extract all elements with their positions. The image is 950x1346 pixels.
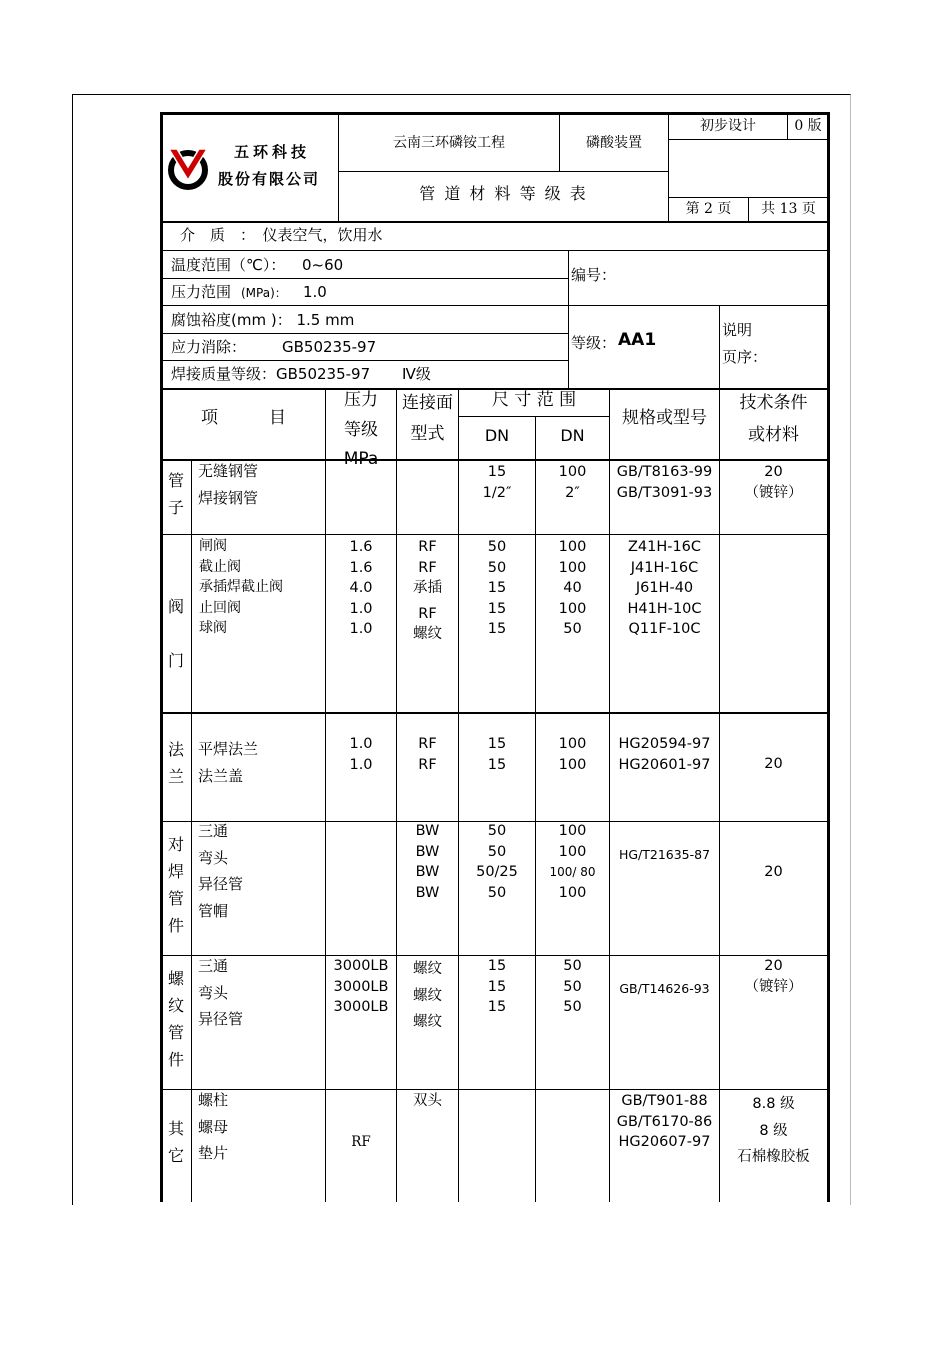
project-name: 云南三环磷铵工程 <box>393 135 505 151</box>
weld-quality-label: 焊接质量等级：GB50235-97 <box>171 365 371 383</box>
design-stage: 初步设计 <box>700 118 756 134</box>
pressure-value: 3000LB <box>333 958 389 974</box>
weld-quality-grade: Ⅳ级 <box>402 365 431 383</box>
category-char: 子 <box>167 498 184 517</box>
item-name: 弯头 <box>198 848 229 867</box>
pressure-value: 1.0 <box>349 736 373 752</box>
pressure-value: 1.0 <box>349 600 373 617</box>
dn-from: 15 <box>487 600 507 617</box>
header-dn-from: DN <box>484 426 510 445</box>
header-spec: 规格或型号 <box>622 408 707 428</box>
dn-from: 15 <box>487 580 507 596</box>
dn-to: 100 <box>558 736 587 752</box>
item-name: 止回阀 <box>199 599 241 616</box>
spec: HG20601-97 <box>618 756 711 773</box>
category-char: 管 <box>167 1023 184 1042</box>
spec: GB/T6170-86 <box>616 1113 713 1130</box>
header-dn-to: DN <box>560 426 585 445</box>
company-logo <box>166 146 210 190</box>
header-tech-2: 或材料 <box>748 425 799 445</box>
pressure-value: 1.0 <box>349 756 373 773</box>
dn-to: 50 <box>563 999 582 1015</box>
dn-from: 15 <box>487 756 507 773</box>
dn-to: 100 <box>558 884 587 901</box>
connection-type: RF <box>418 605 437 622</box>
connection-type: 螺纹 <box>413 626 442 642</box>
category-char: 法 <box>167 740 184 759</box>
dn-from: 15 <box>487 621 507 637</box>
category-char: 其 <box>167 1119 184 1138</box>
category-char: 件 <box>167 916 184 935</box>
header-size-range: 尺 寸 范 围 <box>491 390 577 410</box>
connection-type: 双头 <box>413 1093 442 1109</box>
dn-to: 100/ 80 <box>549 865 596 879</box>
item-name: 异径管 <box>198 875 244 893</box>
connection-type: RF <box>418 539 437 555</box>
connection-type: BW <box>415 864 440 880</box>
pressure-value: 1.0 <box>349 621 373 637</box>
dn-from: 15 <box>487 958 507 974</box>
item-name: 闸阀 <box>199 538 227 554</box>
stress-relief-label: 应力消除： <box>171 338 247 356</box>
header-pressure-1: 压力 <box>344 390 378 410</box>
document-title: 管 道 材 料 等 级 表 <box>419 184 588 203</box>
material: （镀锌） <box>744 484 803 501</box>
dn-to: 100 <box>558 843 587 860</box>
header-item: 项 目 <box>201 408 286 428</box>
header-connection-1: 连接面 <box>402 393 453 413</box>
material: 20 <box>764 464 783 480</box>
version: 0 版 <box>794 118 822 134</box>
dn-from: 50 <box>487 559 507 576</box>
dn-from: 50 <box>487 884 507 901</box>
company-name-line1: 五环科技 <box>234 143 311 161</box>
item-name: 螺母 <box>198 1117 229 1136</box>
dn-from: 50/25 <box>476 864 518 880</box>
category-char: 对 <box>167 835 184 854</box>
dn-to: 2″ <box>565 484 580 501</box>
dn-to: 50 <box>563 621 582 637</box>
connection-type: 螺纹 <box>413 1014 442 1030</box>
item-name: 三通 <box>198 822 229 840</box>
dn-from: 15 <box>487 978 507 995</box>
material: 20 <box>764 864 783 880</box>
pressure-value: 1.6 <box>349 539 373 555</box>
header-pressure-2: 等级 <box>344 420 378 440</box>
dn-from: 15 <box>487 464 507 480</box>
material: 8.8 级 <box>752 1096 795 1112</box>
item-name: 螺柱 <box>198 1091 229 1109</box>
connection-type: 螺纹 <box>413 961 442 977</box>
header-connection-2: 型式 <box>410 424 445 444</box>
pressure-value: 3000LB <box>333 999 389 1015</box>
dn-from: 15 <box>487 999 507 1015</box>
note-label: 说明 <box>722 321 753 339</box>
page-order-label: 页序： <box>722 348 768 366</box>
material: （镀锌） <box>744 978 803 995</box>
dn-to: 100 <box>558 600 587 617</box>
spec: J41H-16C <box>630 559 699 576</box>
connection-type: 螺纹 <box>413 987 442 1004</box>
spec: J61H-40 <box>635 580 694 596</box>
item-name: 焊接钢管 <box>198 488 259 507</box>
grade-value: AA1 <box>618 330 657 350</box>
dn-to: 100 <box>558 464 587 480</box>
dn-to: 100 <box>558 539 587 555</box>
header-pressure-3: MPa <box>343 449 379 469</box>
pressure-value: 1.6 <box>349 559 373 576</box>
temperature-label: 温度范围（℃）： <box>171 256 286 274</box>
dn-to: 100 <box>558 756 587 773</box>
category-char: 阀 <box>167 597 184 616</box>
connection-type: BW <box>415 823 440 839</box>
category-char: 螺 <box>167 969 184 988</box>
spec: Z41H-16C <box>627 539 702 555</box>
dn-to: 50 <box>563 958 582 974</box>
dn-from: 1/2″ <box>482 484 512 501</box>
dn-from: 50 <box>487 823 507 839</box>
pressure-value: RF <box>351 1134 371 1150</box>
header-tech-1: 技术条件 <box>739 393 808 413</box>
pressure-value: 3000LB <box>333 978 389 995</box>
category-char: 纹 <box>167 996 184 1015</box>
spec: HG/T21635-87 <box>618 847 711 862</box>
dn-from: 50 <box>487 539 507 555</box>
pressure-value: 1.0 <box>303 283 327 301</box>
connection-type: RF <box>418 756 437 773</box>
item-name: 平焊法兰 <box>198 740 259 758</box>
item-name: 无缝钢管 <box>198 462 259 480</box>
code-label: 编号： <box>571 266 617 284</box>
pressure-label: 压力范围 <box>171 283 232 301</box>
page-total: 共 13 页 <box>761 201 816 217</box>
item-name: 三通 <box>198 957 229 975</box>
spec: GB/T14626-93 <box>619 981 710 996</box>
spec: H41H-10C <box>627 600 702 617</box>
category-char: 件 <box>167 1050 184 1069</box>
dn-from: 50 <box>487 843 507 860</box>
connection-type: RF <box>418 736 437 752</box>
material: 石棉橡胶板 <box>737 1149 810 1165</box>
connection-type: BW <box>415 884 440 901</box>
spec: Q11F-10C <box>628 621 701 637</box>
spec: GB/T8163-99 <box>616 464 713 480</box>
temperature-value: 0~60 <box>302 256 344 274</box>
item-name: 垫片 <box>198 1144 229 1162</box>
material: 20 <box>764 756 783 772</box>
company-name-line2: 股份有限公司 <box>218 170 321 188</box>
dn-to: 100 <box>558 559 587 576</box>
connection-type: BW <box>415 843 440 860</box>
category-char: 门 <box>167 651 184 670</box>
item-name: 管帽 <box>198 901 229 920</box>
pressure-value: 4.0 <box>349 580 373 596</box>
unit-name: 磷酸装置 <box>586 135 642 151</box>
item-name: 截止阀 <box>199 558 241 575</box>
stress-relief-value: GB50235-97 <box>282 338 377 356</box>
page-number: 第 2 页 <box>685 201 732 217</box>
item-name: 法兰盖 <box>198 766 244 785</box>
item-name: 承插焊截止阀 <box>199 579 283 595</box>
grade-label: 等级： <box>571 334 617 352</box>
dn-to: 50 <box>563 978 582 995</box>
category-char: 兰 <box>167 767 184 786</box>
material: 20 <box>764 958 783 974</box>
spec: HG20594-97 <box>618 736 711 752</box>
spec: GB/T3091-93 <box>616 484 713 501</box>
item-name: 异径管 <box>198 1010 244 1028</box>
dn-from: 15 <box>487 736 507 752</box>
category-char: 它 <box>167 1146 184 1165</box>
dn-to: 40 <box>563 580 582 596</box>
item-name: 弯头 <box>198 983 229 1002</box>
spec: HG20607-97 <box>618 1134 711 1150</box>
material: 8 级 <box>759 1122 788 1139</box>
category-char: 焊 <box>167 862 184 881</box>
spec: GB/T901-88 <box>621 1093 708 1109</box>
connection-type: RF <box>418 559 437 576</box>
connection-type: 承插 <box>413 580 442 596</box>
medium: 介 质 ： 仪表空气，饮用水 <box>180 226 383 244</box>
corrosion-allowance: 腐蚀裕度(mm )： 1.5 mm <box>171 311 355 329</box>
dn-to: 100 <box>558 823 587 839</box>
pressure-unit: (MPa)： <box>241 286 287 300</box>
item-name: 球阀 <box>199 620 227 636</box>
category-char: 管 <box>167 471 184 490</box>
category-char: 管 <box>167 889 184 908</box>
